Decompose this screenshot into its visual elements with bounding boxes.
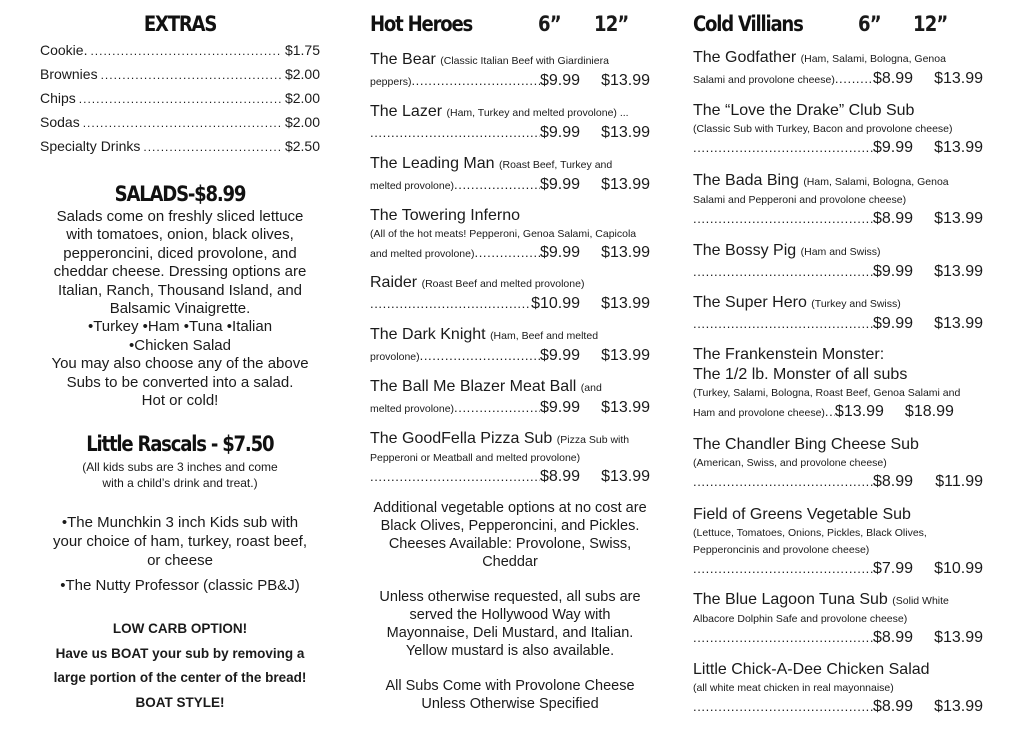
item-description: provolone)	[370, 351, 420, 363]
price-6: $8.99	[872, 70, 913, 87]
salads-description	[40, 208, 320, 410]
hollywood-way-note	[370, 588, 650, 660]
salads-line: Salads come on freshly sliced lettuce	[56, 208, 304, 225]
menu-item	[693, 48, 983, 101]
salads-title: SALADS-$8.99	[114, 182, 246, 206]
salads-line: Italian, Ranch, Thousand Island, and	[57, 281, 303, 299]
item-name: The GoodFella Pizza Sub	[370, 430, 553, 447]
item-description: Albacore Dolphin Safe and provolone cheese)	[693, 613, 908, 625]
price-12: $13.99	[934, 263, 983, 280]
price-6: $10.99	[531, 295, 580, 312]
item-description: (Ham, Salami, Bologna, Genoa	[800, 53, 946, 65]
price-12: $11.99	[935, 473, 983, 490]
menu-item	[370, 377, 650, 429]
item-name: The Ball Me Blazer Meat Ball	[370, 378, 577, 395]
note-line: Mayonnaise, Deli Mustard, and Italian.	[386, 625, 634, 641]
extras-item-price: $1.75	[284, 42, 320, 58]
dot-leader	[143, 140, 282, 154]
extras-item	[40, 138, 320, 162]
item-name: The Dark Knight	[370, 326, 486, 343]
extras-list	[40, 42, 320, 162]
price-6: $8.99	[539, 468, 580, 485]
dot-leader	[83, 116, 282, 130]
note-line: Additional vegetable options at no cost are	[373, 500, 647, 516]
low-carb-line: LOW CARB OPTION!	[112, 621, 248, 637]
cold-villians-column	[693, 0, 983, 720]
item-description: (Roast Beef and melted provolone)	[421, 278, 585, 290]
price-6: $7.99	[872, 560, 913, 577]
kids-title: Little Rascals - $7.50	[86, 432, 274, 457]
salads-line: •Turkey •Ham •Tuna •Italian	[87, 318, 273, 336]
kids-note-line: with a child’s drink and treat.)	[102, 475, 258, 490]
price-12: $13.99	[601, 295, 650, 312]
price-12: $13.99	[601, 176, 650, 193]
item-name: The Bada Bing	[693, 172, 799, 189]
note-line: Unless Otherwise Specified	[421, 696, 599, 712]
hot-heroes-header	[370, 12, 650, 42]
price-12: $13.99	[934, 139, 983, 156]
extras-title: EXTRAS	[143, 12, 217, 36]
extras-item-name: Brownies	[40, 66, 98, 82]
price-6: $9.99	[539, 347, 580, 364]
item-name: The Leading Man	[370, 155, 495, 172]
price-6: $9.99	[539, 124, 580, 141]
item-description: (Classic Italian Beef with Giardiniera	[440, 55, 609, 67]
item-name: The Towering Inferno	[370, 207, 521, 224]
hot-heroes-title: Hot Heroes	[370, 12, 473, 36]
price-6: $9.99	[539, 176, 580, 193]
kids-section	[40, 432, 320, 595]
kids-item-line: or cheese	[147, 552, 213, 570]
size-6-label: 6”	[858, 12, 881, 36]
dot-leader	[90, 44, 281, 58]
provolone-note	[370, 677, 650, 713]
cold-villians-title: Cold Villians	[693, 12, 803, 36]
item-name: The Blue Lagoon Tuna Sub	[693, 591, 888, 608]
note-line: Cheeses Available: Provolone, Swiss,	[388, 536, 632, 552]
item-description: (Turkey, Salami, Bologna, Roast Beef, Genoa Salami and	[693, 387, 961, 399]
price-6: $9.99	[872, 139, 913, 156]
price-12: $13.99	[934, 698, 983, 715]
item-description: (and	[580, 382, 602, 394]
extras-item-name: Cookie.	[40, 42, 88, 58]
item-description: melted provolone)	[370, 403, 455, 415]
item-description: peppers)	[370, 76, 412, 88]
kids-note	[40, 460, 320, 491]
extras-item-price: $2.50	[284, 138, 320, 154]
item-name-subtitle: The 1/2 lb. Monster of all subs	[693, 366, 908, 383]
menu-item	[370, 102, 650, 154]
price-12: $18.99	[904, 403, 954, 420]
low-carb-line: large portion of the center of the bread!	[53, 670, 307, 686]
menu-item	[693, 101, 983, 171]
price-6: $9.99	[872, 315, 913, 332]
salads-line: Hot or cold!	[141, 392, 219, 410]
kids-item-line: •The Munchkin 3 inch Kids sub with	[61, 514, 299, 532]
extras-item	[40, 66, 320, 90]
extras-section-header	[40, 12, 320, 42]
note-line: Yellow mustard is also available.	[405, 643, 615, 659]
price-12: $13.99	[934, 629, 983, 646]
note-line: Black Olives, Pepperoncini, and Pickles.	[380, 518, 640, 534]
item-description: (Classic Sub with Turkey, Bacon and provolone cheese)	[693, 123, 953, 135]
price-12: $10.99	[934, 560, 983, 577]
left-column	[40, 0, 320, 715]
extras-item-price: $2.00	[284, 90, 320, 106]
price-12: $13.99	[601, 72, 650, 89]
extras-item-price: $2.00	[284, 66, 320, 82]
item-description: Pepperoncinis and provolone cheese)	[693, 544, 870, 556]
menu-item	[370, 206, 650, 273]
menu-item	[693, 241, 983, 293]
price-12: $13.99	[934, 315, 983, 332]
kids-item-munchkin	[40, 513, 320, 570]
salads-line: •Chicken Salad	[129, 336, 231, 354]
item-description: (Ham, Salami, Bologna, Genoa	[803, 176, 949, 188]
item-description: (Lettuce, Tomatoes, Onions, Pickles, Black Olives,	[693, 527, 927, 539]
price-6: $9.99	[539, 399, 580, 416]
menu-item	[693, 171, 983, 241]
item-description: (Turkey and Swiss)	[811, 298, 901, 310]
price-12: $13.99	[601, 124, 650, 141]
hot-heroes-list	[370, 50, 650, 499]
cold-villians-header	[693, 12, 983, 42]
size-12-label: 12”	[594, 12, 629, 36]
item-description: (Pizza Sub with	[556, 434, 630, 446]
salads-line: pepperoncini, diced provolone, and	[63, 244, 297, 262]
price-12: $13.99	[934, 70, 983, 87]
kids-note-line: (All kids subs are 3 inches and come	[82, 460, 278, 475]
note-line: Unless otherwise requested, all subs are	[379, 589, 641, 605]
salads-line: You may also choose any of the above	[51, 355, 309, 373]
kids-item-line: your choice of ham, turkey, roast beef,	[52, 533, 307, 551]
price-6: $8.99	[872, 629, 913, 646]
item-description: (Roast Beef, Turkey and	[498, 159, 613, 171]
veg-cheese-note	[370, 499, 650, 571]
note-line: Cheddar	[482, 554, 538, 570]
item-description: Pepperoni or Meatball and melted provolone)	[370, 452, 581, 464]
price-12: $13.99	[601, 468, 650, 485]
price-6: $13.99	[834, 403, 884, 420]
item-name: The Lazer	[370, 103, 443, 120]
menu-item	[693, 505, 983, 590]
salads-line: Balsamic Vinaigrette.	[109, 300, 251, 318]
price-6: $8.99	[872, 210, 913, 227]
item-description: (Solid White	[892, 595, 949, 607]
extras-item-name: Chips	[40, 90, 76, 106]
item-description: (Ham and Swiss)	[800, 246, 881, 258]
size-6-label: 6”	[538, 12, 561, 36]
price-12: $13.99	[601, 347, 650, 364]
salads-section	[40, 182, 320, 410]
price-12: $13.99	[934, 210, 983, 227]
low-carb-section	[40, 617, 320, 715]
menu-item	[693, 435, 983, 505]
item-description: (all white meat chicken in real mayonnaise)	[693, 682, 894, 694]
item-name: The Chandler Bing Cheese Sub	[693, 436, 919, 453]
size-12-label: 12”	[913, 12, 948, 36]
item-name: Raider	[370, 274, 418, 291]
extras-item-name: Sodas	[40, 114, 80, 130]
menu-item	[693, 660, 983, 720]
menu-item	[370, 429, 650, 499]
salads-line: Subs to be converted into a salad.	[66, 373, 294, 391]
item-description: (Ham, Beef and melted	[490, 330, 599, 342]
price-6: $9.99	[539, 244, 580, 261]
salads-line: cheddar cheese. Dressing options are	[53, 263, 307, 281]
item-name: The Bossy Pig	[693, 242, 797, 259]
menu-item	[370, 154, 650, 206]
dot-leader	[101, 68, 282, 82]
hot-heroes-column	[370, 0, 650, 713]
item-name: The Frankenstein Monster:	[693, 346, 885, 363]
item-description: melted provolone)	[370, 180, 455, 192]
price-6: $8.99	[872, 698, 913, 715]
price-12: $13.99	[601, 244, 650, 261]
item-name: The Super Hero	[693, 294, 807, 311]
price-12: $13.99	[601, 399, 650, 416]
price-6: $9.99	[872, 263, 913, 280]
item-name: The “Love the Drake” Club Sub	[693, 102, 915, 119]
menu-item	[370, 325, 650, 377]
extras-item	[40, 42, 320, 66]
menu-item	[693, 590, 983, 660]
low-carb-line: BOAT STYLE!	[135, 694, 225, 710]
low-carb-line: Have us BOAT your sub by removing a	[55, 645, 305, 661]
price-6: $8.99	[872, 473, 913, 490]
menu-item	[693, 293, 983, 345]
extras-item	[40, 114, 320, 138]
menu-item	[370, 273, 650, 325]
note-line: All Subs Come with Provolone Cheese	[385, 678, 635, 694]
dot-leader	[79, 92, 282, 106]
item-name: The Bear	[370, 51, 436, 68]
item-name: The Godfather	[693, 49, 797, 66]
item-description: Salami and Pepperoni and provolone cheese)	[693, 194, 907, 206]
extras-item	[40, 90, 320, 114]
extras-item-name: Specialty Drinks	[40, 138, 141, 154]
cold-villians-list	[693, 48, 983, 720]
note-line: served the Hollywood Way with	[409, 607, 611, 623]
extras-item-price: $2.00	[284, 114, 320, 130]
item-description: Ham and provolone cheese)	[693, 407, 825, 419]
item-name: Little Chick-A-Dee Chicken Salad	[693, 661, 930, 678]
item-name: Field of Greens Vegetable Sub	[693, 506, 911, 523]
item-description: (All of the hot meats! Pepperoni, Genoa Salami, Capicola	[370, 228, 637, 240]
item-description: and melted provolone)	[370, 248, 475, 260]
menu-item	[693, 345, 983, 435]
item-description: Salami and provolone cheese)	[693, 74, 835, 86]
price-6: $9.99	[539, 72, 580, 89]
salads-line: with tomatoes, onion, black olives,	[66, 226, 294, 244]
item-description: (Ham, Turkey and melted provolone) ...	[446, 107, 629, 119]
menu-item	[370, 50, 650, 102]
kids-item-nutty-professor: •The Nutty Professor (classic PB&J)	[60, 577, 300, 595]
item-description: (American, Swiss, and provolone cheese)	[693, 457, 887, 469]
